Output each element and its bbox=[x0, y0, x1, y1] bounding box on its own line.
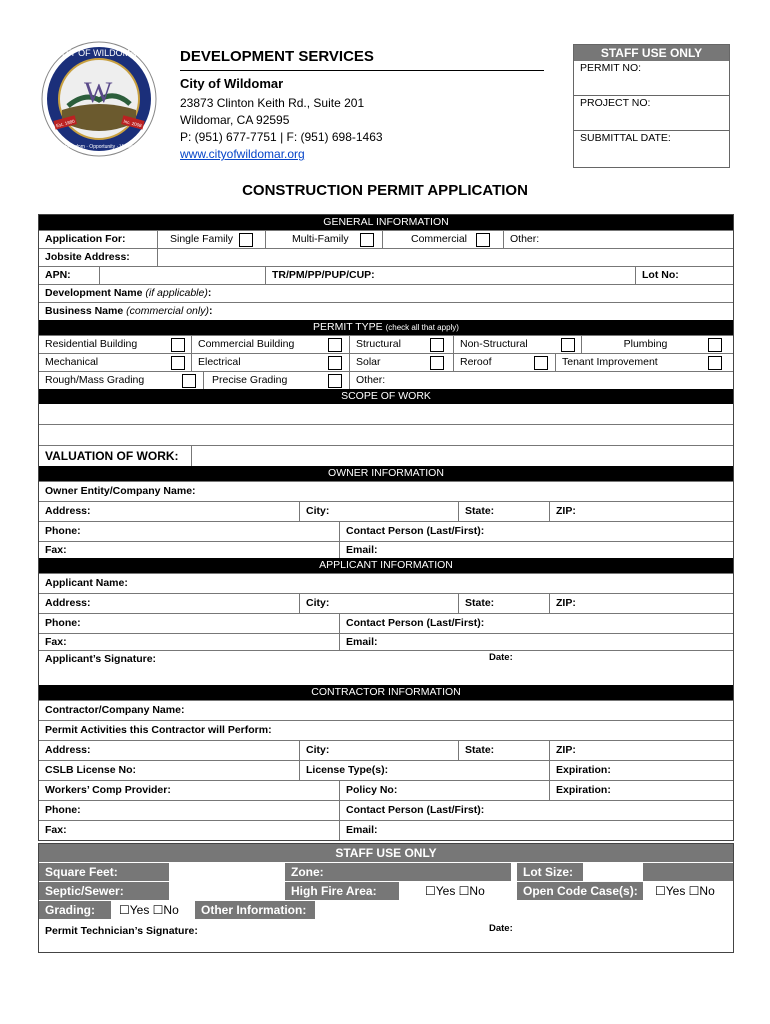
permit-solar: Solar bbox=[349, 354, 381, 371]
owner-state-label[interactable]: State: bbox=[458, 502, 494, 521]
contractor-contact-label[interactable]: Contact Person (Last/First): bbox=[339, 801, 484, 820]
header-website-link[interactable]: www.cityofwildomar.org bbox=[180, 147, 305, 161]
applicant-city-label[interactable]: City: bbox=[299, 594, 329, 613]
staff-row-3 bbox=[39, 900, 733, 919]
owner-info-bar: OWNER INFORMATION bbox=[39, 466, 733, 481]
technician-date-label[interactable]: Date: bbox=[489, 923, 513, 934]
contractor-info-bar: CONTRACTOR INFORMATION bbox=[39, 685, 733, 700]
valuation-input[interactable] bbox=[191, 446, 349, 466]
document-title: CONSTRUCTION PERMIT APPLICATION bbox=[242, 182, 528, 199]
contractor-workers-comp-row bbox=[39, 780, 733, 800]
contractor-city-label[interactable]: City: bbox=[299, 741, 329, 760]
jobsite-label: Jobsite Address: bbox=[45, 251, 130, 263]
owner-phone-row bbox=[39, 521, 733, 541]
permit-structural: Structural bbox=[349, 336, 401, 353]
header-title: DEVELOPMENT SERVICES bbox=[180, 48, 374, 65]
mechanical-checkbox[interactable] bbox=[171, 356, 185, 370]
contractor-company-label: Contractor/Company Name: bbox=[45, 704, 185, 716]
permit-type-row-2 bbox=[39, 353, 733, 371]
permit-non-structural: Non-Structural bbox=[453, 336, 528, 353]
high-fire-area-label: High Fire Area: bbox=[285, 882, 399, 900]
contractor-fax-label[interactable]: Fax: bbox=[45, 824, 67, 836]
general-info-bar: GENERAL INFORMATION bbox=[39, 215, 733, 230]
zone-label: Zone: bbox=[285, 863, 511, 881]
contractor-company-row[interactable] bbox=[39, 700, 733, 720]
permit-residential-building: Residential Building bbox=[45, 338, 138, 350]
permit-commercial-building: Commercial Building bbox=[191, 336, 294, 353]
permit-type-row-3 bbox=[39, 371, 733, 389]
staff-row-2 bbox=[39, 881, 733, 900]
lot-size-input[interactable] bbox=[643, 863, 733, 881]
precise-grading-checkbox[interactable] bbox=[328, 374, 342, 388]
applicant-phone-row bbox=[39, 613, 733, 633]
permit-type-bar: PERMIT TYPE (check all that apply) bbox=[39, 320, 733, 335]
staff-use-section-title: STAFF USE ONLY bbox=[39, 844, 733, 862]
tr-label[interactable]: TR/PM/PP/PUP/CUP: bbox=[265, 267, 375, 284]
seal-ring-text: CITY OF WILDOMAR bbox=[55, 48, 143, 58]
applicant-signature-label[interactable]: Applicant’s Signature: bbox=[45, 653, 157, 665]
staff-use-section bbox=[38, 843, 734, 953]
project-no-label: PROJECT NO: bbox=[580, 97, 651, 109]
valuation-label: VALUATION OF WORK: bbox=[45, 449, 179, 463]
square-feet-label: Square Feet: bbox=[39, 863, 169, 881]
owner-address-label[interactable]: Address: bbox=[45, 505, 91, 517]
cslb-license-label[interactable]: CSLB License No: bbox=[45, 764, 137, 776]
permit-form bbox=[38, 214, 734, 841]
svg-text:W: W bbox=[84, 76, 113, 109]
scope-of-work-bar: SCOPE OF WORK bbox=[39, 389, 733, 404]
single-family-option: Single Family bbox=[157, 231, 233, 248]
non-structural-checkbox[interactable] bbox=[561, 338, 575, 352]
staff-use-title: STAFF USE ONLY bbox=[574, 45, 729, 61]
policy-expiration-label[interactable]: Expiration: bbox=[549, 781, 611, 800]
open-code-yes-no[interactable]: ☐Yes ☐No bbox=[655, 884, 715, 898]
scope-line-2[interactable] bbox=[39, 424, 733, 445]
applicant-email-label[interactable]: Email: bbox=[339, 634, 378, 650]
commercial-option: Commercial bbox=[382, 231, 467, 248]
header-rule bbox=[180, 70, 544, 71]
header-address-line1: 23873 Clinton Keith Rd., Suite 201 bbox=[180, 96, 365, 110]
applicant-zip-label[interactable]: ZIP: bbox=[549, 594, 576, 613]
multi-family-checkbox[interactable] bbox=[360, 233, 374, 247]
permit-mechanical: Mechanical bbox=[45, 356, 99, 368]
rough-mass-grading-checkbox[interactable] bbox=[182, 374, 196, 388]
seal-motto: Freedom · Opportunity · Vision bbox=[64, 144, 134, 150]
contractor-activities-label: Permit Activities this Contractor will Perform: bbox=[45, 724, 272, 736]
commercial-checkbox[interactable] bbox=[476, 233, 490, 247]
applicant-contact-label[interactable]: Contact Person (Last/First): bbox=[339, 614, 484, 633]
header-city: City of Wildomar bbox=[180, 76, 284, 91]
grading-yes-no[interactable]: ☐Yes ☐No bbox=[119, 903, 179, 917]
application-for-label: Application For: bbox=[45, 233, 126, 245]
permit-electrical: Electrical bbox=[191, 354, 241, 371]
project-no-field[interactable] bbox=[574, 95, 729, 130]
applicant-date-label[interactable]: Date: bbox=[489, 652, 513, 663]
contractor-email-label[interactable]: Email: bbox=[339, 821, 378, 840]
staff-row-4 bbox=[39, 919, 733, 949]
permit-type-row-1 bbox=[39, 335, 733, 353]
high-fire-yes-no[interactable]: ☐Yes ☐No bbox=[425, 884, 485, 898]
permit-rough-mass-grading: Rough/Mass Grading bbox=[45, 374, 145, 386]
single-family-checkbox[interactable] bbox=[239, 233, 253, 247]
seal-est-left: Est. 1880 bbox=[55, 118, 76, 129]
apn-label: APN: bbox=[45, 269, 71, 281]
license-types-label[interactable]: License Type(s): bbox=[299, 761, 388, 780]
policy-no-label[interactable]: Policy No: bbox=[339, 781, 397, 800]
owner-email-label[interactable]: Email: bbox=[339, 542, 378, 558]
lot-size-label: Lot Size: bbox=[517, 863, 583, 881]
permit-other[interactable]: Other: bbox=[349, 372, 385, 389]
contractor-address-row bbox=[39, 740, 733, 760]
staff-row-1 bbox=[39, 862, 733, 881]
submittal-date-label: SUBMITTAL DATE: bbox=[580, 132, 671, 144]
plumbing-checkbox[interactable] bbox=[708, 338, 722, 352]
contractor-zip-label[interactable]: ZIP: bbox=[549, 741, 576, 760]
owner-contact-label[interactable]: Contact Person (Last/First): bbox=[339, 522, 484, 541]
valuation-row bbox=[39, 445, 733, 466]
development-name-row[interactable] bbox=[39, 284, 733, 302]
septic-sewer-label: Septic/Sewer: bbox=[39, 882, 169, 900]
license-expiration-label[interactable]: Expiration: bbox=[549, 761, 611, 780]
residential-building-checkbox[interactable] bbox=[171, 338, 185, 352]
contractor-license-row bbox=[39, 760, 733, 780]
applicant-signature-row bbox=[39, 650, 733, 685]
workers-comp-label[interactable]: Workers’ Comp Provider: bbox=[45, 784, 171, 796]
permit-no-label: PERMIT NO: bbox=[580, 62, 642, 74]
application-for-row bbox=[39, 230, 733, 248]
technician-signature-label[interactable]: Permit Technician’s Signature: bbox=[45, 925, 198, 937]
applicant-phone-label[interactable]: Phone: bbox=[45, 617, 81, 629]
contractor-fax-row bbox=[39, 820, 733, 840]
structural-checkbox[interactable] bbox=[430, 338, 444, 352]
applicant-info-bar: APPLICANT INFORMATION bbox=[39, 558, 733, 573]
contractor-address-label[interactable]: Address: bbox=[45, 744, 91, 756]
solar-checkbox[interactable] bbox=[430, 356, 444, 370]
multi-family-option: Multi-Family bbox=[265, 231, 349, 248]
applicant-state-label[interactable]: State: bbox=[458, 594, 494, 613]
permit-precise-grading: Precise Grading bbox=[203, 372, 287, 389]
contractor-phone-label[interactable]: Phone: bbox=[45, 804, 81, 816]
commercial-building-checkbox[interactable] bbox=[328, 338, 342, 352]
business-name-label: Business Name (commercial only): bbox=[45, 305, 213, 317]
staff-use-box bbox=[573, 44, 730, 168]
apn-input[interactable] bbox=[99, 267, 265, 284]
owner-phone-label[interactable]: Phone: bbox=[45, 525, 81, 537]
owner-fax-label[interactable]: Fax: bbox=[45, 544, 67, 556]
contractor-state-label[interactable]: State: bbox=[458, 741, 494, 760]
tenant-improvement-checkbox[interactable] bbox=[708, 356, 722, 370]
applicant-name-row[interactable] bbox=[39, 573, 733, 593]
development-name-label: Development Name (if applicable): bbox=[45, 287, 212, 299]
applicant-address-row bbox=[39, 593, 733, 613]
contractor-activities-row[interactable] bbox=[39, 720, 733, 740]
owner-city-label[interactable]: City: bbox=[299, 502, 329, 521]
header-phone: P: (951) 677-7751 | F: (951) 698-1463 bbox=[180, 130, 383, 144]
header-address-line2: Wildomar, CA 92595 bbox=[180, 113, 290, 127]
other-option[interactable]: Other: bbox=[503, 231, 539, 248]
city-seal-logo bbox=[40, 40, 158, 158]
permit-tenant-improvement: Tenant Improvement bbox=[555, 354, 658, 371]
owner-zip-label[interactable]: ZIP: bbox=[549, 502, 576, 521]
applicant-address-label[interactable]: Address: bbox=[45, 597, 91, 609]
owner-fax-row bbox=[39, 541, 733, 558]
scope-line-1[interactable] bbox=[39, 404, 733, 424]
contractor-phone-row bbox=[39, 800, 733, 820]
grading-label: Grading: bbox=[39, 901, 111, 919]
submittal-date-field[interactable] bbox=[574, 130, 729, 165]
permit-plumbing: Plumbing bbox=[581, 336, 701, 353]
permit-no-field[interactable] bbox=[574, 61, 729, 95]
jobsite-input[interactable] bbox=[157, 249, 733, 266]
reroof-checkbox[interactable] bbox=[534, 356, 548, 370]
business-name-row[interactable] bbox=[39, 302, 733, 320]
jobsite-row[interactable] bbox=[39, 248, 733, 266]
applicant-fax-row bbox=[39, 633, 733, 650]
permit-reroof: Reroof bbox=[453, 354, 492, 371]
applicant-fax-label[interactable]: Fax: bbox=[45, 636, 67, 648]
owner-entity-label: Owner Entity/Company Name: bbox=[45, 485, 196, 497]
owner-address-row bbox=[39, 501, 733, 521]
electrical-checkbox[interactable] bbox=[328, 356, 342, 370]
apn-row bbox=[39, 266, 733, 284]
applicant-name-label: Applicant Name: bbox=[45, 577, 128, 589]
owner-entity-row[interactable] bbox=[39, 481, 733, 501]
other-information-label: Other Information: bbox=[195, 901, 315, 919]
seal-est-right: Inc. 2008 bbox=[123, 118, 143, 129]
lot-no-label[interactable]: Lot No: bbox=[635, 267, 679, 284]
open-code-case-label: Open Code Case(s): bbox=[517, 882, 643, 900]
